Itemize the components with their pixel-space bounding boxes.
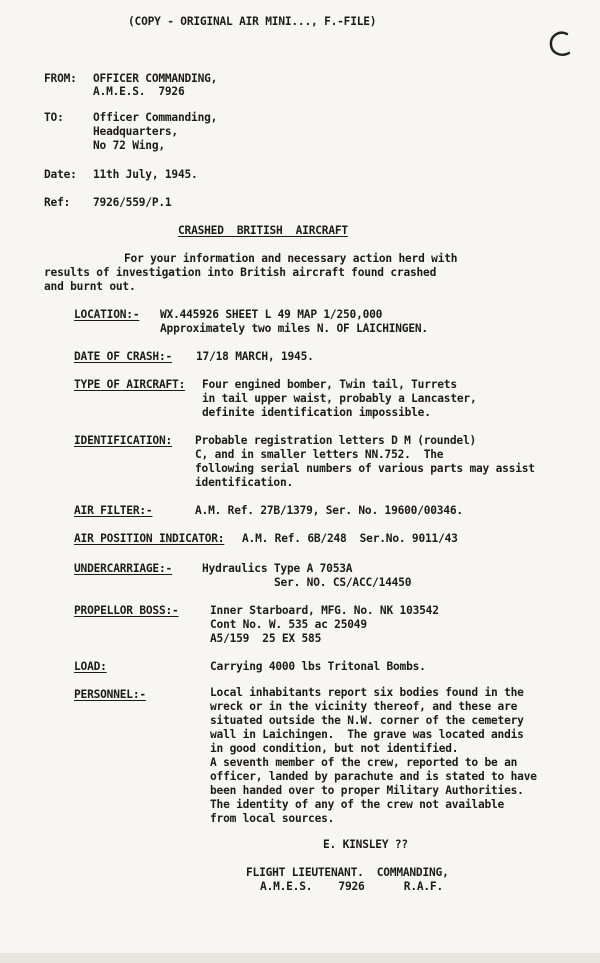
from-line2: A.M.E.S. 7926 [93,85,185,98]
handwritten-c-mark [545,28,575,60]
personnel-line: in good condition, but not identified. [210,742,459,755]
to-line1: Officer Commanding, [93,111,218,124]
personnel-line: Local inhabitants report six bodies found in the [210,686,524,699]
personnel-line: wall in Laichingen. The grave was located andis [210,728,524,741]
page-bottom-edge [0,953,600,963]
to-line3: No 72 Wing, [93,139,165,152]
load-value: Carrying 4000 lbs Tritonal Bombs. [210,660,426,673]
air-position-indicator-label: AIR POSITION INDICATOR: [74,532,225,545]
identification-line2: C, and in smaller letters NN.752. The [195,448,444,461]
signature-unit-line: A.M.E.S. 7926 R.A.F. [260,880,443,893]
type-of-aircraft-line3: definite identification impossible. [202,406,431,419]
personnel-line: A seventh member of the crew, reported to be an [210,756,518,769]
identification-line1: Probable registration letters D M (roundel) [195,434,477,447]
air-position-indicator-value: A.M. Ref. 6B/248 Ser.No. 9011/43 [242,532,458,545]
personnel-line: been handed over to proper Military Authorities. [210,784,524,797]
undercarriage-line1: Hydraulics Type A 7053A [202,562,353,575]
propellor-boss-line2: Cont No. W. 535 ac 25049 [210,618,367,631]
type-of-aircraft-line1: Four engined bomber, Twin tail, Turrets [202,378,457,391]
date-label: Date: [44,168,77,181]
ref-value: 7926/559/P.1 [93,196,172,209]
signature-rank-line: FLIGHT LIEUTENANT. COMMANDING, [246,866,449,879]
personnel-label: PERSONNEL:- [74,688,146,701]
personnel-line: officer, landed by parachute and is stated to have [210,770,537,783]
to-label: TO: [44,111,64,124]
copy-note: (COPY - ORIGINAL AIR MINI..., F.-FILE) [128,15,377,28]
load-label: LOAD: [74,660,107,673]
from-label: FROM: [44,72,77,85]
document-title: CRASHED BRITISH AIRCRAFT [178,224,348,237]
ref-label: Ref: [44,196,71,209]
intro-line2: results of investigation into British aircraft found crashed [44,266,437,279]
intro-line1: For your information and necessary action herd with [124,252,458,265]
personnel-line: wreck or in the vicinity thereof, and these are [210,700,518,713]
propellor-boss-label: PROPELLOR BOSS:- [74,604,179,617]
type-of-aircraft-label: TYPE OF AIRCRAFT: [74,378,186,391]
air-filter-value: A.M. Ref. 27B/1379, Ser. No. 19600/00346. [195,504,463,517]
identification-label: IDENTIFICATION: [74,434,173,447]
personnel-line: from local sources. [210,812,335,825]
location-line1: WX.445926 SHEET L 49 MAP 1/250,000 [160,308,383,321]
location-line2: Approximately two miles N. OF LAICHINGEN. [160,322,428,335]
date-value: 11th July, 1945. [93,168,198,181]
undercarriage-line2: Ser. NO. CS/ACC/14450 [274,576,412,589]
undercarriage-label: UNDERCARRIAGE:- [74,562,173,575]
propellor-boss-line1: Inner Starboard, MFG. No. NK 103542 [210,604,439,617]
air-filter-label: AIR FILTER:- [74,504,153,517]
signature-name: E. KINSLEY ?? [323,838,408,851]
location-label: LOCATION:- [74,308,140,321]
to-line2: Headquarters, [93,125,178,138]
personnel-line: situated outside the N.W. corner of the cemetery [210,714,524,727]
from-line1: OFFICER COMMANDING, [93,72,218,85]
intro-line3: and burnt out. [44,280,136,293]
identification-line4: identification. [195,476,294,489]
type-of-aircraft-line2: in tail upper waist, probably a Lancaster, [202,392,477,405]
date-of-crash-label: DATE OF CRASH:- [74,350,173,363]
propellor-boss-line3: A5/159 25 EX 585 [210,632,322,645]
identification-line3: following serial numbers of various parts may assist [195,462,535,475]
personnel-line: The identity of any of the crew not available [210,798,505,811]
date-of-crash-value: 17/18 MARCH, 1945. [196,350,314,363]
